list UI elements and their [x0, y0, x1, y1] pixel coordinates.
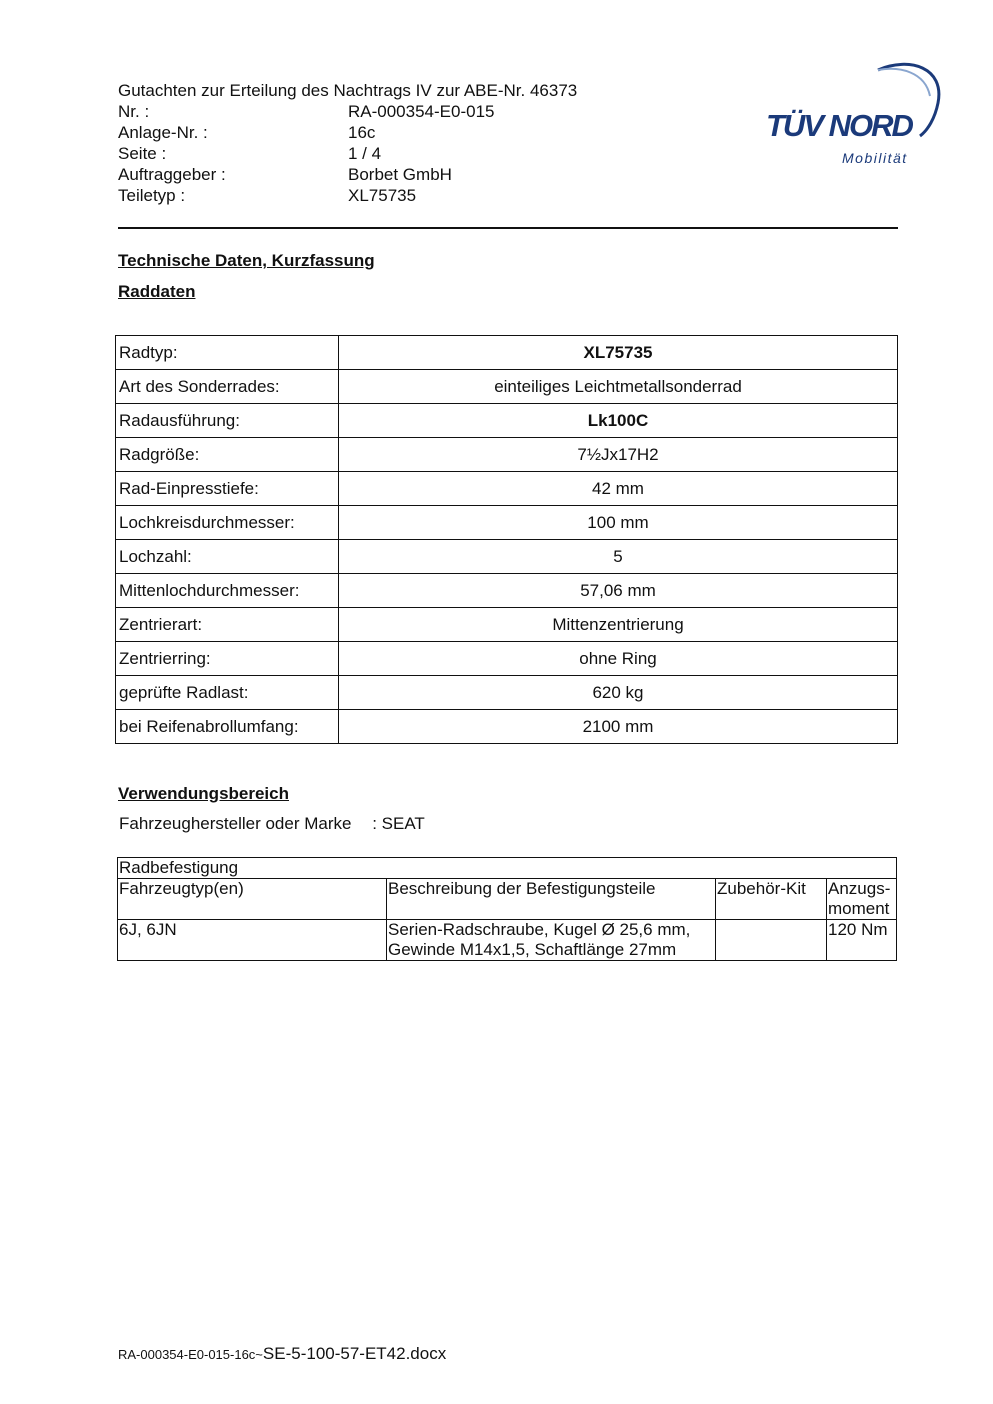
- marke-value: SEAT: [381, 814, 425, 833]
- beschreibung-line: Gewinde M14x1,5, Schaftlänge 27mm: [388, 940, 677, 959]
- header-anzugsmoment-line: Anzugs-: [828, 879, 891, 898]
- section-title-raddaten: Raddaten: [118, 282, 196, 301]
- header-label: Auftraggeber :: [118, 165, 226, 184]
- table-row: [116, 608, 898, 642]
- table-row: [116, 472, 898, 506]
- header-row-seite: [118, 143, 577, 164]
- tuev-nord-logo: [760, 58, 950, 178]
- header-label: Seite :: [118, 144, 167, 163]
- header-beschreibung: Beschreibung der Befestigungsteile: [387, 879, 716, 920]
- table-row: [116, 642, 898, 676]
- footer-filename: SE-5-100-57-ET42.docx: [262, 1344, 447, 1363]
- raddaten-label: Art des Sonderrades:: [116, 370, 339, 404]
- raddaten-label: geprüfte Radlast:: [116, 676, 339, 710]
- raddaten-value: 620 kg: [339, 676, 898, 710]
- raddaten-value: 7½Jx17H2: [339, 438, 898, 472]
- raddaten-value: Mittenzentrierung: [339, 608, 898, 642]
- table-caption-row: [118, 858, 897, 879]
- raddaten-label: Lochzahl:: [116, 540, 339, 574]
- table-row: [116, 404, 898, 438]
- radbefestigung-caption: Radbefestigung: [118, 858, 897, 879]
- table-row: [116, 438, 898, 472]
- table-row: [116, 336, 898, 370]
- header-label: Teiletyp :: [118, 186, 186, 205]
- marke-line: [119, 814, 425, 834]
- table-row: [116, 574, 898, 608]
- header-row-anlage: [118, 122, 577, 143]
- header-row-teiletyp: [118, 185, 577, 206]
- raddaten-table: [115, 335, 898, 744]
- raddaten-label: bei Reifenabrollumfang:: [116, 710, 339, 744]
- header-value: 1 / 4: [348, 144, 382, 163]
- table-row: [118, 920, 897, 961]
- table-row: [116, 506, 898, 540]
- raddaten-label: Radgröße:: [116, 438, 339, 472]
- raddaten-label: Radausführung:: [116, 404, 339, 438]
- table-row: [116, 370, 898, 404]
- header-value: Borbet GmbH: [348, 165, 452, 184]
- raddaten-label: Radtyp:: [116, 336, 339, 370]
- header-label: Nr. :: [118, 102, 150, 121]
- radbefestigung-table: [117, 857, 897, 961]
- section-title-technische-daten: Technische Daten, Kurzfassung: [118, 251, 375, 270]
- table-row: [116, 540, 898, 574]
- raddaten-label: Mittenlochdurchmesser:: [116, 574, 339, 608]
- header-row-auftraggeber: [118, 164, 577, 185]
- table-row: [116, 676, 898, 710]
- header-value: XL75735: [348, 186, 417, 205]
- table-row: [116, 710, 898, 744]
- raddaten-value: ohne Ring: [339, 642, 898, 676]
- header-value: RA-000354-E0-015: [348, 102, 495, 121]
- document-header: [118, 80, 577, 206]
- header-fahrzeugtyp: Fahrzeugtyp(en): [118, 879, 387, 920]
- header-divider: [118, 227, 898, 229]
- footer-prefix: RA-000354-E0-015-16c~: [118, 1347, 263, 1362]
- raddaten-label: Rad-Einpresstiefe:: [116, 472, 339, 506]
- raddaten-value: einteiliges Leichtmetallsonderrad: [339, 370, 898, 404]
- cell-beschreibung: [387, 920, 716, 961]
- raddaten-value: 57,06 mm: [339, 574, 898, 608]
- marke-label: Fahrzeughersteller oder Marke: [119, 814, 352, 833]
- raddaten-label: Zentrierart:: [116, 608, 339, 642]
- raddaten-value: 5: [339, 540, 898, 574]
- logo-brand-text: TÜV NORD: [766, 108, 912, 143]
- cell-fahrzeugtyp: 6J, 6JN: [118, 920, 387, 961]
- section-title-verwendungsbereich: Verwendungsbereich: [118, 784, 289, 803]
- raddaten-value: Lk100C: [339, 404, 898, 438]
- document-footer: [118, 1344, 446, 1364]
- raddaten-label: Lochkreisdurchmesser:: [116, 506, 339, 540]
- cell-anzugsmoment: 120 Nm: [827, 920, 897, 961]
- table-header-row: [118, 879, 897, 920]
- raddaten-value: 100 mm: [339, 506, 898, 540]
- raddaten-value: 42 mm: [339, 472, 898, 506]
- logo-sub-text: Mobilität: [842, 150, 908, 166]
- document-title: Gutachten zur Erteilung des Nachtrags IV zur ABE-Nr. 46373: [118, 81, 578, 100]
- header-zubehoer-kit: Zubehör-Kit: [716, 879, 827, 920]
- header-label: Anlage-Nr. :: [118, 123, 208, 142]
- raddaten-label: Zentrierring:: [116, 642, 339, 676]
- marke-separator: :: [372, 814, 377, 833]
- cell-zubehoer-kit: [716, 920, 827, 961]
- header-row-nr: [118, 101, 577, 122]
- raddaten-value: 2100 mm: [339, 710, 898, 744]
- header-value: 16c: [348, 123, 376, 142]
- raddaten-value: XL75735: [339, 336, 898, 370]
- beschreibung-line: Serien-Radschraube, Kugel Ø 25,6 mm,: [388, 920, 691, 939]
- header-anzugsmoment-line: moment: [828, 899, 890, 918]
- header-anzugsmoment: [827, 879, 897, 920]
